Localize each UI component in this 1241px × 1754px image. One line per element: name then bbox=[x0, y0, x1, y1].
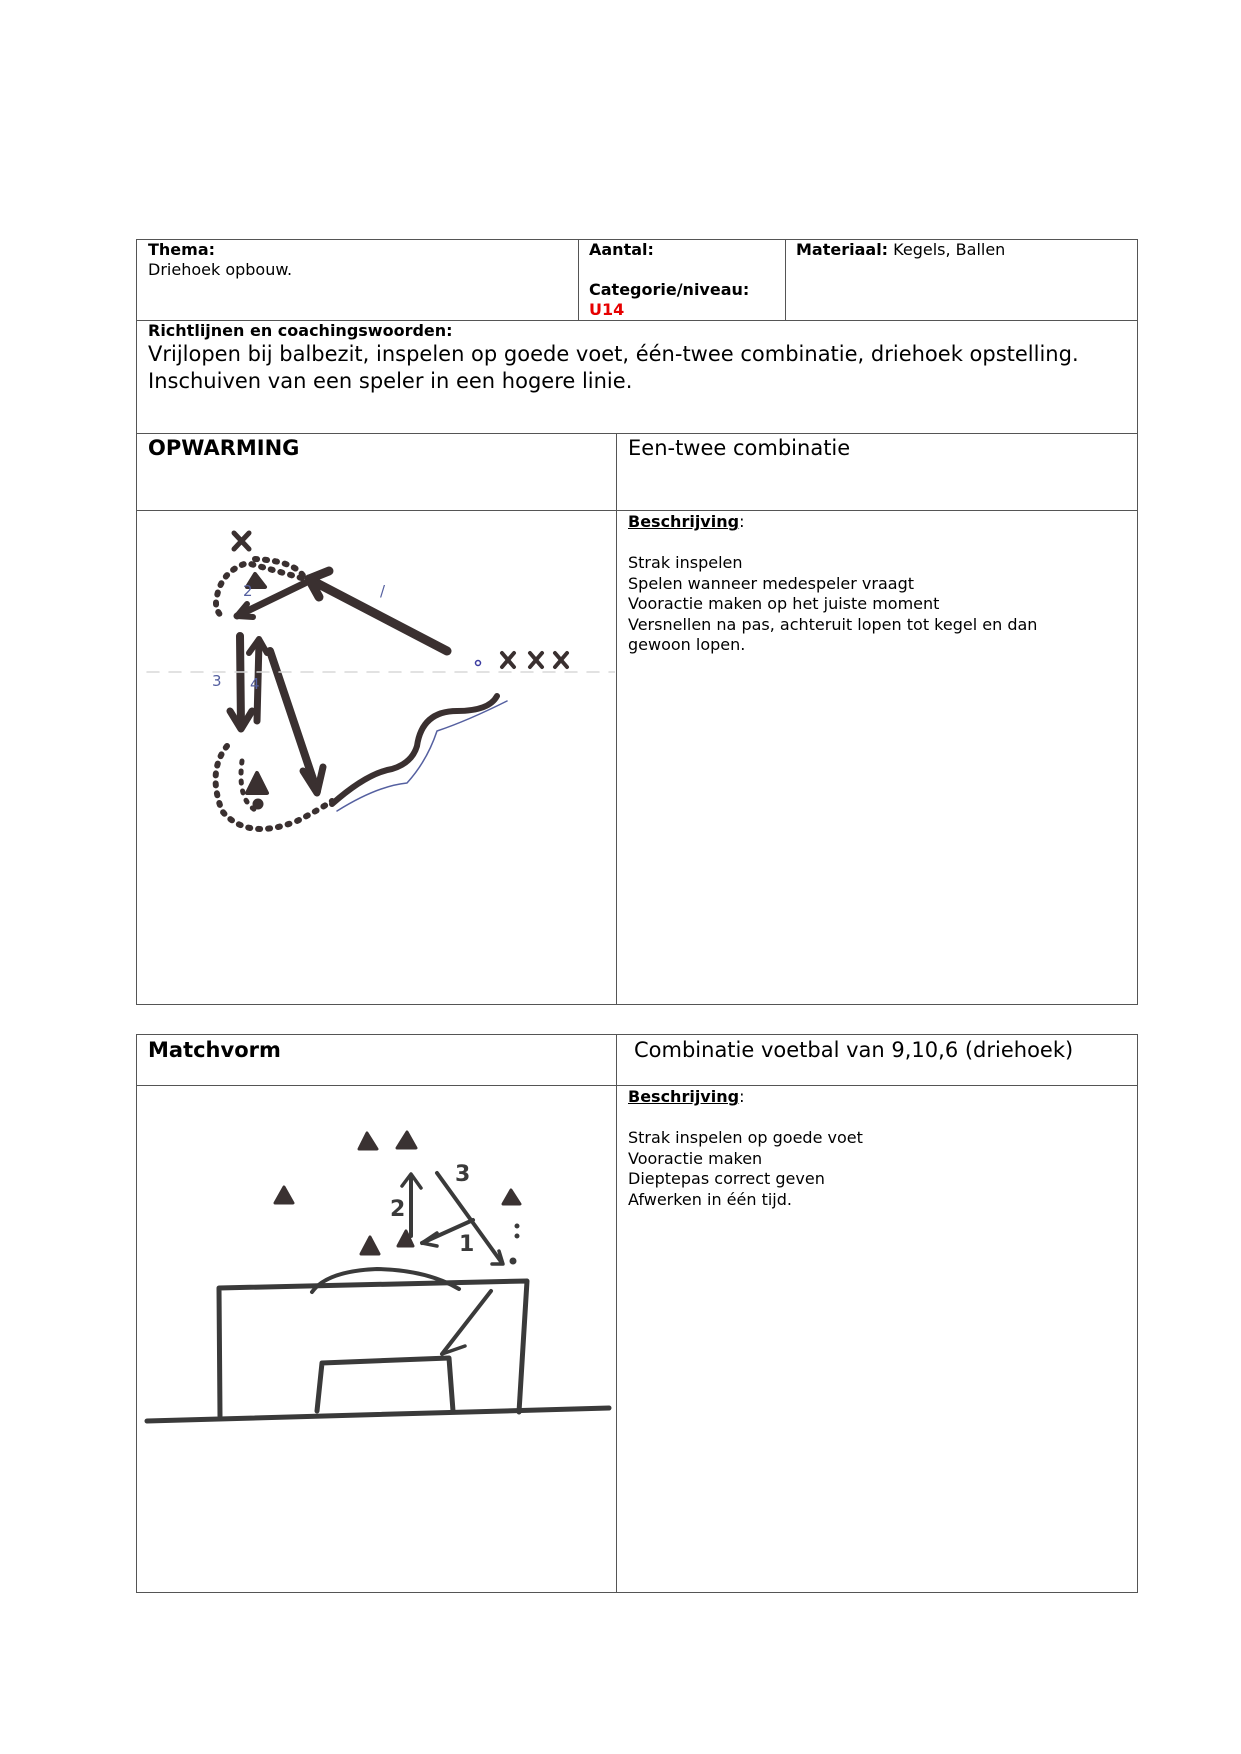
description-line: Strak inspelen bbox=[628, 553, 743, 572]
thema-label: Thema: bbox=[148, 240, 216, 259]
opwarming-sketch bbox=[137, 511, 615, 1004]
categorie-value: U14 bbox=[589, 300, 625, 319]
matchvorm-description: Beschrijving: Strak inspelen op goede voet Vooractie maken Dieptepas correct geven Afwerken in één tijd. bbox=[628, 1087, 1128, 1210]
description-line: Dieptepas correct geven bbox=[628, 1169, 825, 1188]
sketch-label: 2 bbox=[390, 1197, 406, 1222]
player-triangle-icon bbox=[275, 1187, 293, 1203]
description-line: Vooractie maken op het juiste moment bbox=[628, 594, 940, 613]
richtlijnen-line: Vrijlopen bij balbezit, inspelen op goede voet, één-twee combinatie, driehoek opstelling. bbox=[148, 342, 1079, 366]
aantal-label: Aantal: bbox=[589, 240, 654, 259]
pass-arrow-1 bbox=[309, 579, 447, 651]
divider bbox=[578, 239, 579, 321]
opwarming-subtitle: Een-twee combinatie bbox=[628, 436, 851, 460]
richtlijnen-line: Inschuiven van een speler in een hogere linie. bbox=[148, 369, 633, 393]
arc bbox=[312, 1269, 459, 1292]
description-line: Strak inspelen op goede voet bbox=[628, 1128, 863, 1147]
opwarming-description: Beschrijving: Strak inspelen Spelen wanneer medespeler vraagt Vooractie maken op het juiste moment Versnellen na pas, achteruit lopen tot kegel en dan gewoon lopen. bbox=[628, 512, 1128, 656]
sketch-label: / bbox=[380, 582, 386, 600]
description-label: Beschrijving bbox=[628, 512, 740, 531]
sketch-label: 3 bbox=[212, 672, 222, 690]
goal-box bbox=[317, 1358, 453, 1411]
player-x-icon bbox=[234, 533, 249, 549]
player-triangle-icon bbox=[503, 1190, 520, 1204]
thema-cell bbox=[148, 240, 568, 280]
goal-line bbox=[147, 1408, 609, 1421]
dribble-path bbox=[332, 696, 497, 804]
matchvorm-sketch bbox=[137, 1086, 615, 1591]
materiaal-value: Kegels, Ballen bbox=[888, 240, 1006, 259]
description-line: gewoon lopen. bbox=[628, 635, 746, 654]
player-triangle-icon bbox=[397, 1132, 416, 1148]
description-label: Beschrijving bbox=[628, 1087, 740, 1106]
aantal-cell bbox=[589, 240, 779, 320]
description-line: Vooractie maken bbox=[628, 1148, 763, 1168]
matchvorm-subtitle: Combinatie voetbal van 9,10,6 (driehoek) bbox=[634, 1038, 1074, 1062]
thema-value: Driehoek opbouw. bbox=[148, 260, 293, 279]
sketch-label: 1 bbox=[459, 1232, 475, 1257]
categorie-label: Categorie/niveau: bbox=[589, 280, 750, 299]
description-line: Afwerken in één tijd. bbox=[628, 1189, 792, 1209]
materiaal-cell bbox=[796, 240, 1126, 260]
divider bbox=[616, 1034, 617, 1593]
description-line: Spelen wanneer medespeler vraagt bbox=[628, 573, 914, 593]
divider bbox=[616, 433, 617, 1005]
player-triangle-icon bbox=[359, 1133, 377, 1149]
pass-arrow-3 bbox=[240, 636, 241, 727]
sketch-label: 3 bbox=[455, 1162, 471, 1187]
sketch-label: 4 bbox=[250, 675, 260, 693]
materiaal-label: Materiaal: bbox=[796, 240, 889, 259]
matchvorm-title: Matchvorm bbox=[148, 1038, 281, 1062]
player-triangle-icon bbox=[361, 1237, 379, 1254]
description-line: Versnellen na pas, achteruit lopen tot kegel en dan bbox=[628, 614, 1038, 634]
richtlijnen-label: Richtlijnen en coachingswoorden: bbox=[148, 321, 453, 340]
cone-icon bbox=[247, 773, 267, 793]
sketch-label: 2 bbox=[243, 582, 253, 600]
richtlijnen-cell bbox=[148, 321, 1128, 395]
divider bbox=[785, 239, 786, 321]
opwarming-title: OPWARMING bbox=[148, 436, 300, 460]
